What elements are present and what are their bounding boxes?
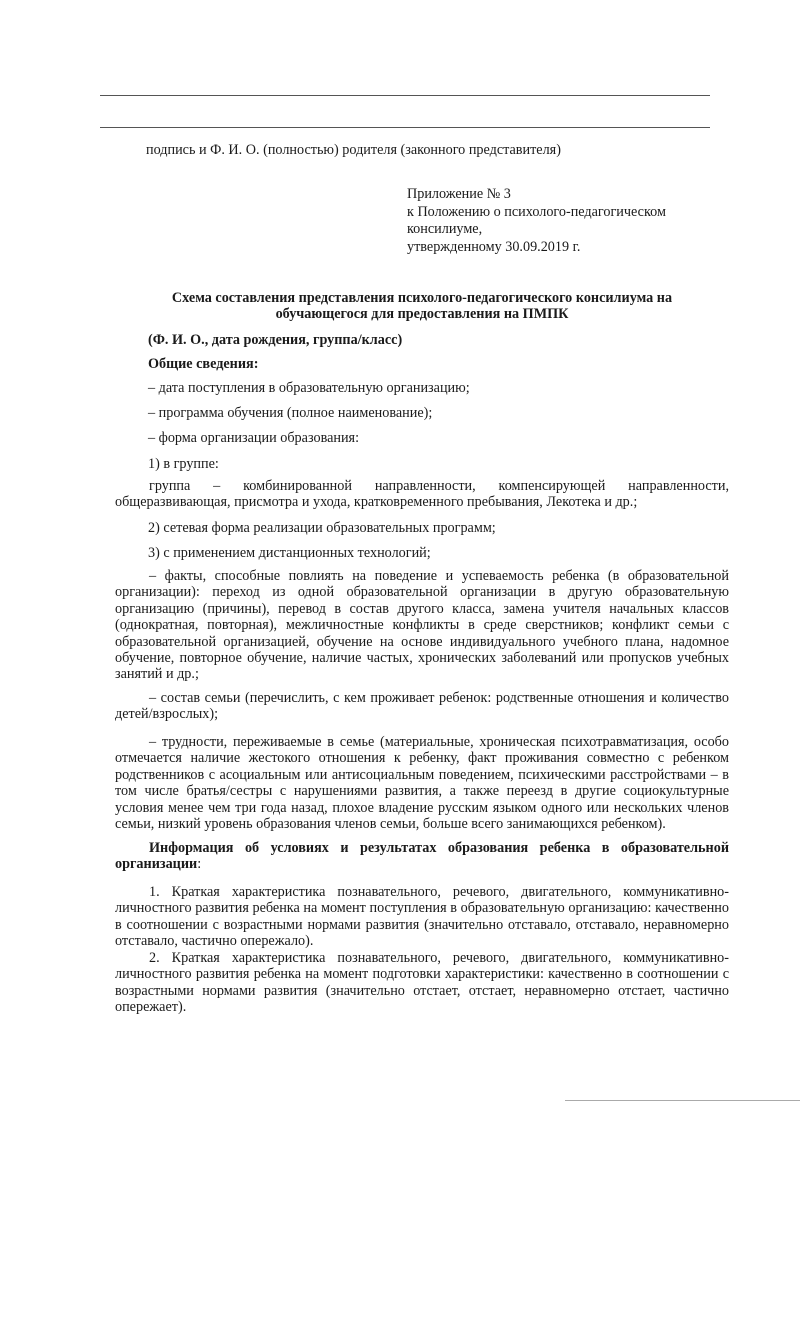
- form-option-network: 2) сетевая форма реализации образовательных программ;: [148, 520, 496, 536]
- factors-paragraph: – факты, способные повлиять на поведение и успеваемость ребенка (в образовательной организации): переход из одной образовательной организации в другую образовательную организацию (причины), перевод в состав другого класса, замена учителя начальных классов (однократная, повторная), межличностные конфликты в среде сверстников; конфликт семьи с образовательной организацией, обучение на основе индивидуального учебного плана, надомное обучение, повторное обучение, наличие частых, хронических заболеваний или пропусков учебных занятий и др.;: [115, 568, 729, 683]
- appendix-approval-date: утвержденному 30.09.2019 г.: [407, 238, 581, 255]
- general-item-form: – форма организации образования:: [148, 430, 360, 446]
- appendix-number: Приложение № 3: [407, 186, 511, 202]
- appendix-reference: к Положению о психолого-педагогическом: [407, 203, 666, 220]
- appendix-reference-cont: консилиуме,: [407, 221, 483, 237]
- info-item-2: 2. Краткая характеристика познавательного, речевого, двигательного, коммуникативно-личностного развития ребенка на момент подготовки характеристики: качественно в соотношении с возрастными нормами развития (значительно отстает, отстает, неравномерно отстает, частично опережает).: [115, 950, 729, 1016]
- title-line-2: обучающегося для предоставления на ПМПК: [275, 306, 569, 323]
- form-option-group: 1) в группе:: [148, 456, 219, 472]
- info-item-1: 1. Краткая характеристика познавательного, речевого, двигательного, коммуникативно-личностного развития ребенка на момент поступления в образовательную организацию: качественно в соотношении с возрастными нормами развития (значительно отставало, отставало, неравномерно отставало, частично опережало).: [115, 884, 729, 950]
- document-title: [115, 290, 729, 323]
- signature-line-top: [100, 95, 710, 96]
- appendix-block: [407, 186, 666, 256]
- subtitle: (Ф. И. О., дата рождения, группа/класс): [148, 332, 403, 348]
- signature-caption: подпись и Ф. И. О. (полностью) родителя (законного представителя): [146, 142, 561, 158]
- general-heading: Общие сведения:: [148, 356, 259, 372]
- form-option-distance: 3) с применением дистанционных технологий;: [148, 545, 431, 561]
- page-edge-mark: [565, 1100, 800, 1101]
- title-line-1: Схема составления представления психолого-педагогического консилиума на: [171, 290, 673, 306]
- difficulties-paragraph: – трудности, переживаемые в семье (материальные, хроническая психотравматизация, особо отмечается наличие жестокого отношения к ребенку, факт проживания совместно с ребенком родственников с асоциальным или антисоциальным поведением, психическими расстройствами – в том числе братья/сестры с нарушениями развития, а также переезд в другие социокультурные условия менее чем три года назад, плохое владение русским языком одного или нескольких членов семьи, низкий уровень образования членов семьи, больше всего занимающихся ребенком).: [115, 734, 729, 833]
- signature-line-bottom: [100, 127, 710, 128]
- info-heading-colon: :: [197, 856, 202, 873]
- family-paragraph: – состав семьи (перечислить, с кем проживает ребенок: родственные отношения и количество детей/взрослых);: [115, 690, 729, 723]
- form-option-group-detail: группа – комбинированной направленности, компенсирующей направленности, общеразвивающая, присмотра и ухода, кратковременного пребывания, Лекотека и др.;: [115, 478, 729, 511]
- info-heading: [115, 840, 729, 873]
- info-heading-text: Информация об условиях и результатах образования ребенка в образовательной организации: [115, 840, 729, 873]
- general-item-program: – программа обучения (полное наименование);: [148, 405, 433, 421]
- general-item-admission: – дата поступления в образовательную организацию;: [148, 380, 470, 396]
